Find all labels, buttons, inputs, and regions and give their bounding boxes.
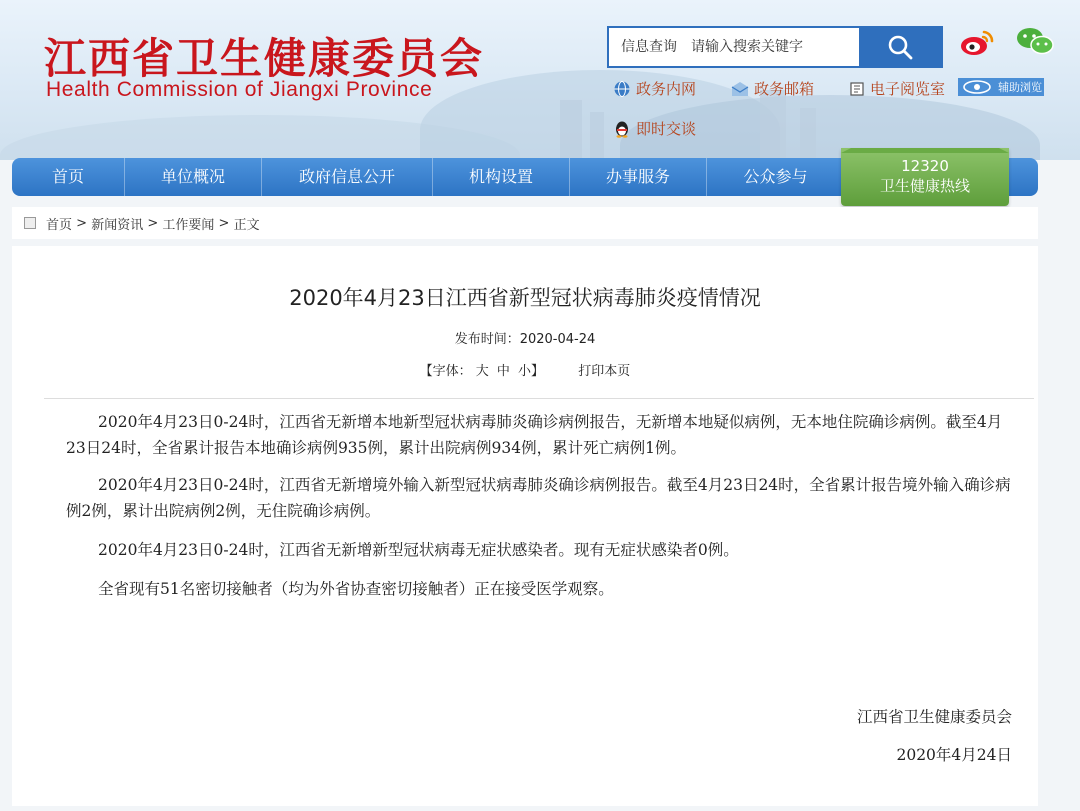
link-intranet-label: 政务内网	[636, 80, 697, 98]
article-title: 2020年4月23日江西省新型冠状病毒肺炎疫情情况	[289, 286, 761, 310]
breadcrumb-home[interactable]: 首页	[46, 217, 73, 233]
book-icon	[849, 81, 865, 97]
link-chat-label: 即时交谈	[636, 120, 697, 138]
publish-date: 发布时间：2020-04-24	[454, 332, 596, 347]
assist-browse-button[interactable]	[958, 78, 1044, 96]
wechat-button[interactable]	[1014, 24, 1056, 60]
divider	[44, 398, 1034, 399]
background-building	[590, 112, 604, 160]
breadcrumb-separator: >	[214, 215, 234, 231]
breadcrumb-current: 正文	[233, 217, 260, 233]
hotline-number: 12320	[901, 157, 949, 175]
font-size-label: 【字体：	[419, 364, 472, 379]
eye-icon	[962, 80, 992, 94]
nav-item-overview[interactable]: 单位概况	[125, 158, 262, 196]
weibo-button[interactable]	[956, 24, 998, 60]
search-label: 信息查询	[621, 39, 677, 55]
globe-icon	[613, 80, 631, 98]
link-intranet[interactable]	[613, 78, 696, 99]
search-icon	[887, 34, 913, 60]
article-paragraph: 2020年4月23日0-24时，江西省无新增境外输入新型冠状病毒肺炎确诊病例报告。截至4月23日24时，全省累计报告境外输入确诊病例2例，累计出院病例2例，无住院确诊病例。	[66, 476, 1011, 520]
site-logo-chinese[interactable]: 江西省卫生健康委员会	[44, 34, 485, 83]
nav-item-home[interactable]: 首页	[12, 158, 125, 196]
print-button[interactable]: 打印本页	[578, 364, 631, 379]
search-input[interactable]	[687, 28, 859, 66]
font-size-large-button[interactable]: 大	[475, 364, 489, 379]
breadcrumb-work-news[interactable]: 工作要闻	[162, 217, 215, 233]
location-icon	[24, 217, 36, 229]
nav-item-services[interactable]: 办事服务	[570, 158, 707, 196]
assist-browse-label: 辅助浏览	[998, 81, 1042, 94]
breadcrumb-separator: >	[72, 215, 92, 231]
article-date: 2020年4月24日	[896, 746, 1012, 764]
search-button[interactable]	[859, 28, 941, 66]
background-building	[800, 108, 816, 160]
article-tools	[12, 360, 1038, 379]
link-mailbox[interactable]	[731, 78, 814, 99]
site-header	[0, 0, 1080, 160]
article-paragraph: 2020年4月23日0-24时，江西省无新增本地新型冠状病毒肺炎确诊病例报告，无新增本地疑似病例，无本地住院确诊病例。截至4月23日24时，全省累计报告本地确诊病例935例，累计出院病例934例，累计死亡病例1例。	[66, 413, 1003, 457]
font-size-small-button[interactable]: 小】	[518, 364, 545, 379]
chat-penguin-icon	[613, 120, 631, 138]
breadcrumb	[12, 207, 1038, 239]
mail-icon	[731, 81, 749, 97]
breadcrumb-separator: >	[143, 215, 163, 231]
article-paragraph: 2020年4月23日0-24时，江西省无新增新型冠状病毒无症状感染者。现有无症状感染者0例。	[98, 541, 739, 559]
hotline-badge[interactable]	[841, 148, 1009, 206]
link-reading-room[interactable]	[849, 78, 945, 99]
link-reading-room-label: 电子阅览室	[870, 80, 946, 98]
article-panel	[12, 246, 1038, 806]
background-building	[760, 90, 786, 160]
link-mailbox-label: 政务邮箱	[754, 80, 815, 98]
search-box	[607, 26, 943, 68]
link-chat[interactable]	[613, 118, 696, 139]
article-paragraph: 全省现有51名密切接触者（均为外省协查密切接触者）正在接受医学观察。	[98, 580, 614, 598]
nav-item-gov-info[interactable]: 政府信息公开	[262, 158, 433, 196]
font-size-medium-button[interactable]: 中	[496, 364, 510, 379]
article-signature: 江西省卫生健康委员会	[856, 708, 1012, 726]
wechat-icon	[1015, 26, 1055, 58]
nav-item-organization[interactable]: 机构设置	[433, 158, 570, 196]
site-logo-english[interactable]: Health Commission of Jiangxi Province	[46, 78, 433, 101]
weibo-icon	[959, 27, 995, 57]
breadcrumb-news[interactable]: 新闻资讯	[91, 217, 144, 233]
hotline-label: 卫生健康热线	[879, 177, 970, 195]
nav-item-participation[interactable]: 公众参与	[743, 167, 808, 186]
background-building	[560, 100, 582, 160]
